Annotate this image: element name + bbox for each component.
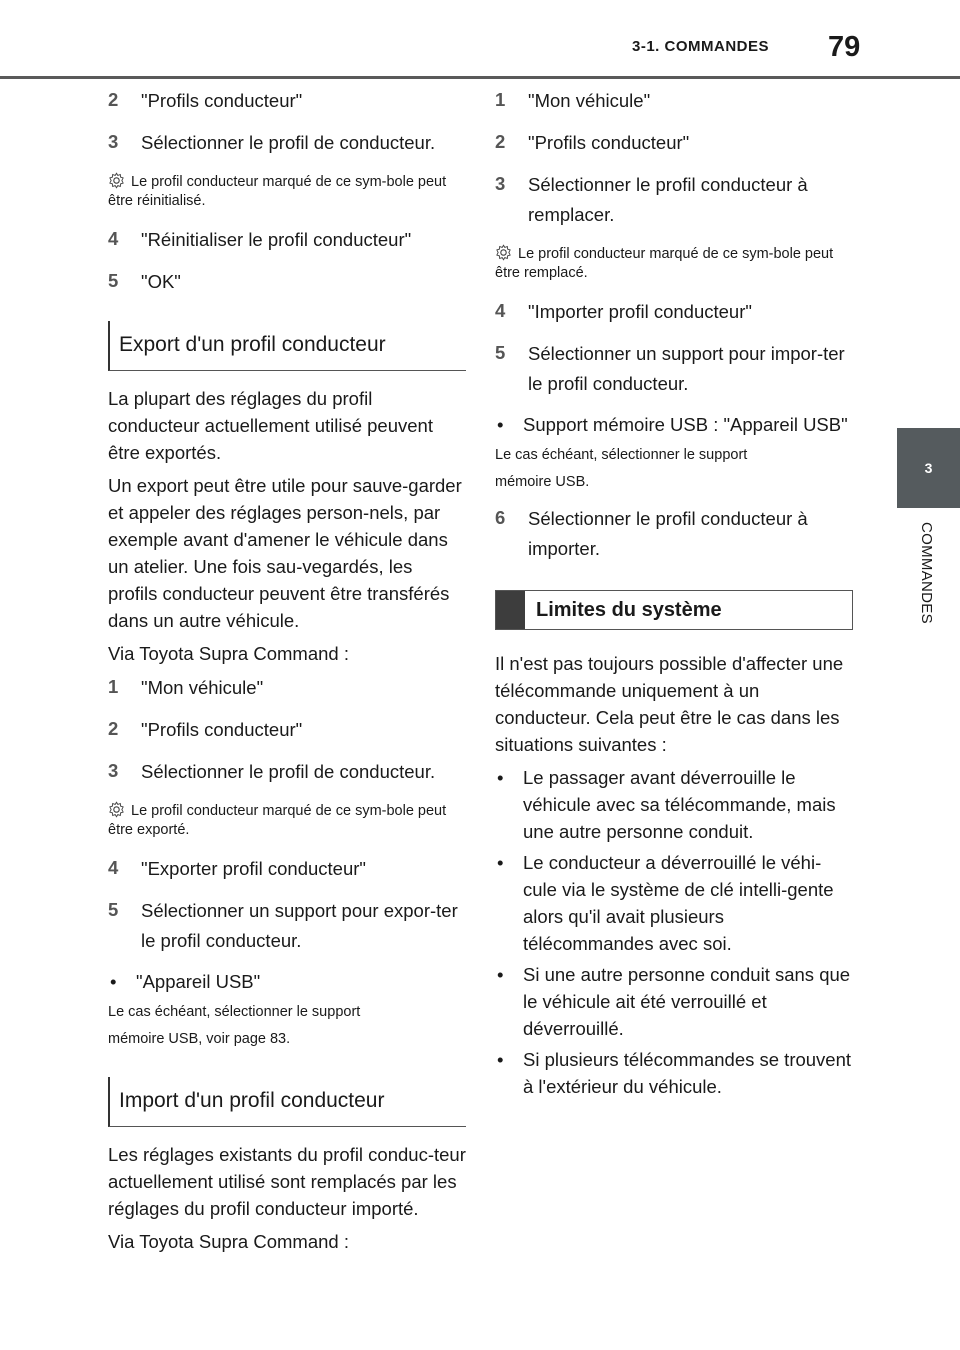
step-text: "Profils conducteur" <box>528 132 690 153</box>
note-text: Le profil conducteur marqué de ce sym-bole peut être remplacé. <box>495 246 834 281</box>
step-text: "Réinitialiser le profil conducteur" <box>141 229 412 250</box>
section-heading-text: Limites du système <box>536 599 722 621</box>
step <box>108 715 466 745</box>
step-number: 6 <box>495 507 506 528</box>
side-tab-number: 3 <box>897 428 960 508</box>
step <box>495 86 853 116</box>
header-rule <box>0 76 960 79</box>
step <box>495 170 853 230</box>
step-number: 1 <box>108 676 119 697</box>
section-heading-export: Export d'un profil conducteur <box>108 321 466 371</box>
bullet-text: Support mémoire USB : "Appareil USB" <box>523 414 848 435</box>
note-text: Le profil conducteur marqué de ce sym-bole peut être réinitialisé. <box>108 174 447 209</box>
chapter-title: 3-1. COMMANDES <box>632 38 770 55</box>
paragraph: La plupart des réglages du profil conducteur actuellement utilisé peuvent être exportés. <box>108 388 433 463</box>
step-number: 5 <box>495 342 506 363</box>
bullet-item <box>495 961 853 1042</box>
bullet-text: Si une autre personne conduit sans que le véhicule ait été verrouillé et déverrouillé. <box>523 964 851 1039</box>
step <box>495 297 853 327</box>
note <box>108 801 466 840</box>
step <box>108 757 466 787</box>
step-number: 5 <box>108 270 119 291</box>
bullet-item <box>495 411 853 438</box>
step-number: 2 <box>108 89 119 110</box>
paragraph: Il n'est pas toujours possible d'affecter une télécommande uniquement à un conducteur. Cela peut être le cas dans les situations suivantes : <box>495 653 844 755</box>
note <box>108 172 466 211</box>
step <box>108 128 466 158</box>
bullet-icon: • <box>110 971 117 992</box>
bullet-text: Le passager avant déverrouille le véhicule avec sa télécommande, mais une autre personne conduit. <box>523 767 836 842</box>
step <box>495 504 853 564</box>
step <box>108 854 466 884</box>
note <box>495 244 853 283</box>
step <box>108 267 466 297</box>
bullet-item <box>495 1046 853 1100</box>
paragraph: Via Toyota Supra Command : <box>108 643 349 664</box>
gear-icon <box>108 172 125 189</box>
page-number: 79 <box>828 31 861 63</box>
section-heading-import: Import d'un profil conducteur <box>108 1077 466 1127</box>
left-column <box>108 86 466 1261</box>
step-number: 1 <box>495 89 506 110</box>
right-column <box>495 86 853 1104</box>
step-text: "Exporter profil conducteur" <box>141 858 366 879</box>
small-note-line: mémoire USB. <box>495 474 590 490</box>
step-text: "Importer profil conducteur" <box>528 301 752 322</box>
bullet-icon: • <box>497 1049 504 1070</box>
small-note-line: Le cas échéant, sélectionner le support <box>495 447 748 463</box>
bullet-item <box>108 968 466 995</box>
bullet-item <box>495 764 853 845</box>
bullet-icon: • <box>497 964 504 985</box>
paragraph: Les réglages existants du profil conduc-teur actuellement utilisé sont remplacés par les réglages du profil conducteur importé. <box>108 1144 466 1219</box>
step <box>108 86 466 116</box>
bullet-text: Le conducteur a déverrouillé le véhi-cule via le système de clé intelli-gente alors qu'il avait plusieurs télécommandes avec soi. <box>523 852 834 954</box>
step-text: Sélectionner un support pour expor-ter le profil conducteur. <box>141 900 458 951</box>
step-text: Sélectionner le profil de conducteur. <box>141 132 436 153</box>
small-note-line: Le cas échéant, sélectionner le support <box>108 1004 361 1020</box>
side-tab-label: COMMANDES <box>918 522 935 624</box>
bullet-icon: • <box>497 767 504 788</box>
step-number: 5 <box>108 899 119 920</box>
step-number: 2 <box>495 131 506 152</box>
step-text: "Mon véhicule" <box>141 677 264 698</box>
step-text: "Profils conducteur" <box>141 90 303 111</box>
step <box>495 339 853 399</box>
bullet-icon: • <box>497 414 504 435</box>
note-text: Le profil conducteur marqué de ce sym-bole peut être exporté. <box>108 803 447 838</box>
gear-icon <box>108 801 125 818</box>
bullet-icon: • <box>497 852 504 873</box>
step-text: Sélectionner le profil conducteur à importer. <box>528 508 808 559</box>
step-number: 4 <box>108 228 119 249</box>
step-text: Sélectionner le profil conducteur à remplacer. <box>528 174 808 225</box>
paragraph: Via Toyota Supra Command : <box>108 1231 349 1252</box>
step-number: 3 <box>108 760 119 781</box>
bullet-item <box>495 849 853 957</box>
small-note <box>495 442 853 496</box>
step-number: 3 <box>495 173 506 194</box>
paragraph: Un export peut être utile pour sauve-garder et appeler des réglages person-nels, par exemple avant d'amener le véhicule dans un atelier. Une fois sau-vegardés, les profils conducteur peuvent être transférés dans un autre véhicule. <box>108 475 462 631</box>
step-text: Sélectionner le profil de conducteur. <box>141 761 436 782</box>
bullet-text: Si plusieurs télécommandes se trouvent à l'extérieur du véhicule. <box>523 1049 852 1097</box>
gear-icon <box>495 244 512 261</box>
step-text: "OK" <box>141 271 181 292</box>
step <box>108 225 466 255</box>
bullet-text: "Appareil USB" <box>136 971 261 992</box>
step-text: Sélectionner un support pour impor-ter le profil conducteur. <box>528 343 845 394</box>
step <box>495 128 853 158</box>
step-number: 3 <box>108 131 119 152</box>
step-number: 2 <box>108 718 119 739</box>
step-text: "Profils conducteur" <box>141 719 303 740</box>
step <box>108 896 466 956</box>
small-note <box>108 999 466 1053</box>
section-marker <box>496 591 525 629</box>
step-number: 4 <box>495 300 506 321</box>
step-text: "Mon véhicule" <box>528 90 651 111</box>
step-number: 4 <box>108 857 119 878</box>
step <box>108 673 466 703</box>
small-note-line: mémoire USB, voir page 83. <box>108 1031 291 1047</box>
section-heading-limits <box>495 590 853 630</box>
